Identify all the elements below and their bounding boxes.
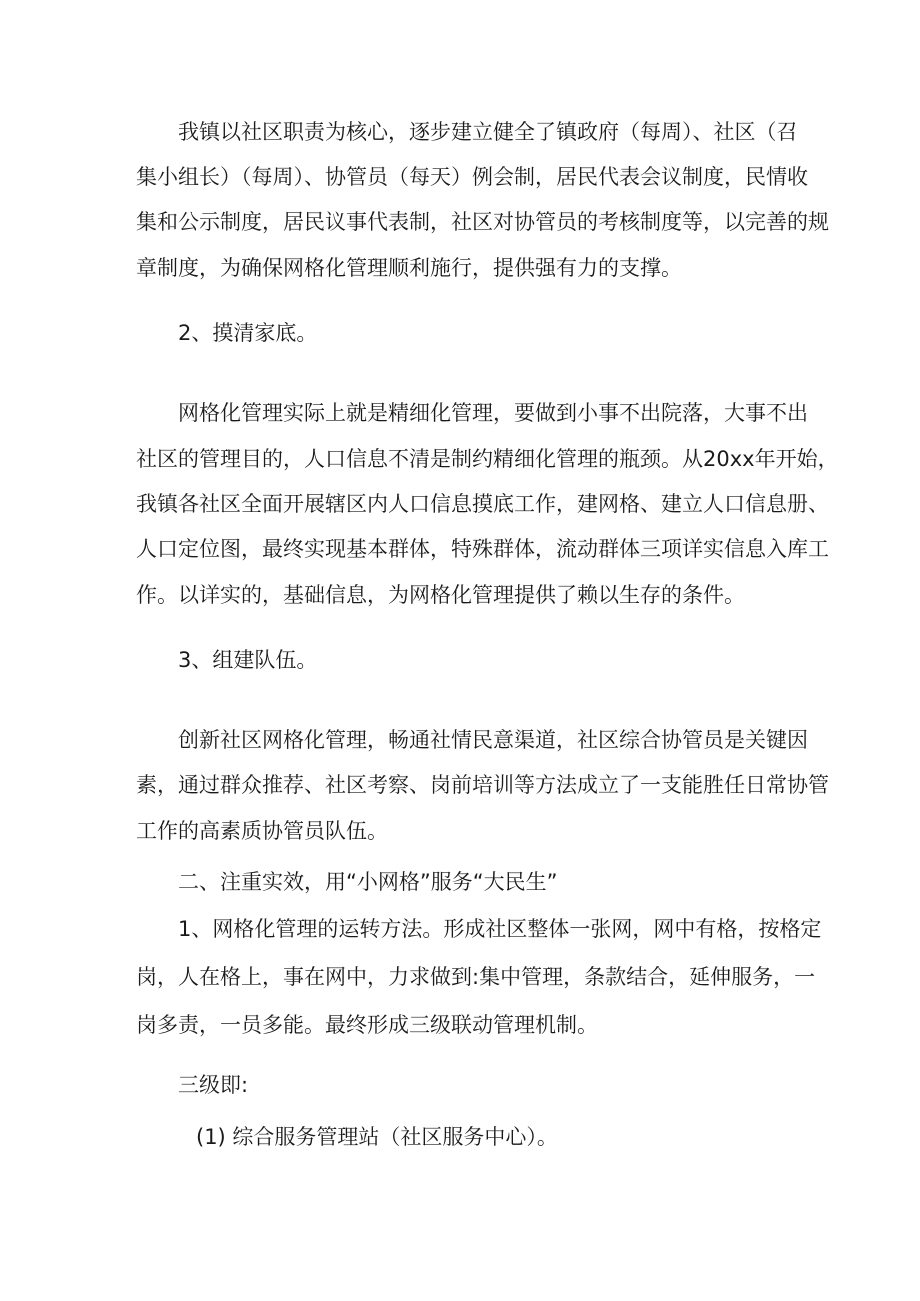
- paragraph-3-line-2: 素，通过群众推荐、社区考察、岗前培训等方法成立了一支能胜任日常协管: [136, 773, 829, 797]
- paragraph-4-line-2: 岗，人在格上，事在网中，力求做到:集中管理，条款结合，延伸服务，一: [136, 965, 816, 989]
- paragraph-1-line-2: 集小组长）（每周）、协管员（每天）例会制，居民代表会议制度，民情收: [136, 165, 808, 189]
- paragraph-2-line-5: 作。以详实的，基础信息，为网格化管理提供了赖以生存的条件。: [136, 583, 745, 607]
- paragraph-2-line-4: 人口定位图，最终实现基本群体，特殊群体，流动群体三项详实信息入库工: [136, 537, 829, 561]
- paragraph-1-line-4: 章制度，为确保网格化管理顺利施行，提供强有力的支撑。: [136, 256, 682, 280]
- paragraph-2-line-2: 社区的管理目的，人口信息不清是制约精细化管理的瓶颈。从20xx年开始，: [136, 447, 839, 471]
- heading-2: 2、摸清家底。: [178, 321, 318, 345]
- section-2-title: 二、注重实效，用“小网格”服务“大民生”: [178, 870, 558, 894]
- paragraph-2-line-3: 我镇各社区全面开展辖区内人口信息摸底工作，建网格、建立人口信息册、: [136, 492, 829, 516]
- paragraph-4-line-3: 岗多责，一员多能。最终形成三级联动管理机制。: [136, 1013, 598, 1037]
- paragraph-3-line-1: 创新社区网格化管理，畅通社情民意渠道，社区综合协管员是关键因: [178, 728, 808, 752]
- paragraph-1-line-3: 集和公示制度，居民议事代表制，社区对协管员的考核制度等，以完善的规: [136, 210, 829, 234]
- paragraph-1-line-1: 我镇以社区职责为核心，逐步建立健全了镇政府（每周）、社区（召: [178, 120, 798, 144]
- paragraph-3-line-3: 工作的高素质协管员队伍。: [136, 819, 388, 843]
- heading-3: 3、组建队伍。: [178, 648, 318, 672]
- paragraph-2-line-1: 网格化管理实际上就是精细化管理，要做到小事不出院落，大事不出: [178, 401, 808, 425]
- paragraph-4-line-1: 1、网格化管理的运转方法。形成社区整体一张网，网中有格，按格定: [178, 917, 822, 941]
- three-levels-label: 三级即:: [178, 1073, 249, 1097]
- level-1-item: (1) 综合服务管理站（社区服务中心）。: [196, 1125, 558, 1149]
